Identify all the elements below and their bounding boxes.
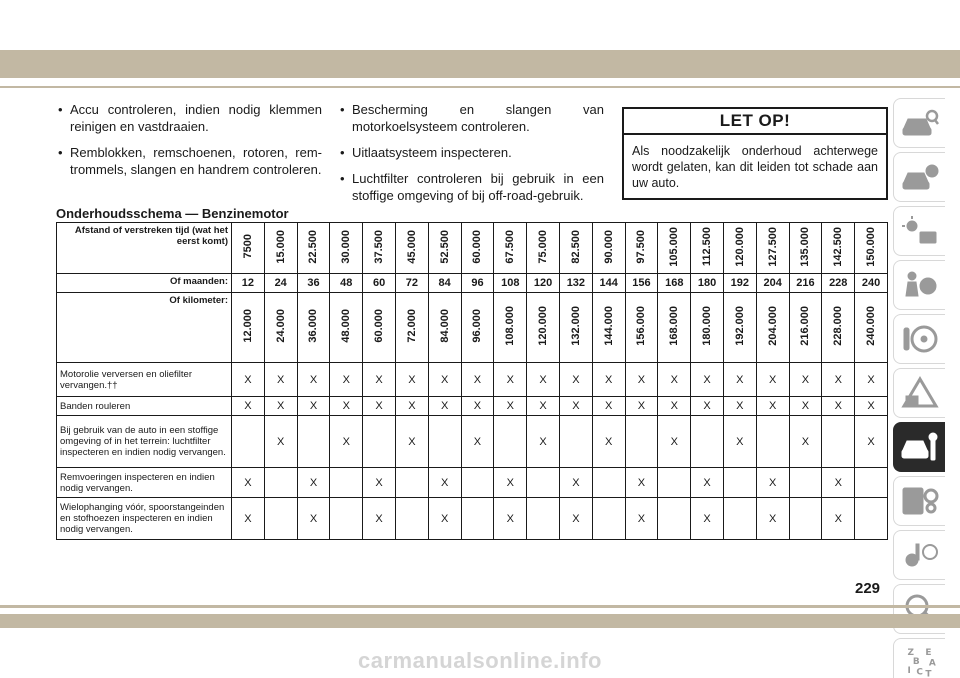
airbag-tab[interactable]: [893, 260, 945, 310]
index-letter: I: [906, 665, 911, 676]
notice-title: LET OP!: [624, 109, 886, 135]
distance-cell: [658, 223, 691, 274]
months-cell: 36: [297, 274, 330, 293]
distance-value: 97.500: [635, 229, 648, 264]
months-cell: 156: [625, 274, 658, 293]
task-mark: X: [592, 416, 625, 468]
task-mark: X: [363, 397, 396, 416]
kilometer-cell: [625, 293, 658, 363]
months-cell: 96: [461, 274, 494, 293]
car-wrench-tab[interactable]: [893, 422, 945, 472]
bullet-item: • Bescherming en slangen van motorkoelsysteem controleren.: [338, 101, 604, 135]
task-mark: X: [855, 397, 888, 416]
kilometer-value: 132.000: [569, 306, 582, 346]
task-mark: X: [559, 363, 592, 397]
kilometer-cell: [330, 293, 363, 363]
task-mark: X: [297, 498, 330, 540]
kilometer-cell: [297, 293, 330, 363]
task-mark: X: [691, 498, 724, 540]
kilometer-cell: [363, 293, 396, 363]
car-search-tab[interactable]: [893, 98, 945, 148]
task-mark: X: [756, 363, 789, 397]
task-mark: X: [789, 363, 822, 397]
distance-value: 60.000: [471, 229, 484, 264]
table-row: [57, 468, 888, 498]
bullet-item: • Luchtfilter controleren bij gebruik in een stoffige omgeving of bij off-road-gebruik.: [338, 170, 604, 204]
task-mark: [461, 468, 494, 498]
task-mark: X: [363, 468, 396, 498]
bullet-item: • Uitlaatsysteem inspecteren.: [338, 144, 604, 161]
task-mark: X: [461, 363, 494, 397]
multimedia-tab[interactable]: [893, 530, 945, 580]
kilometer-value: 228.000: [832, 306, 845, 346]
table-row: [57, 498, 888, 540]
distance-cell: [494, 223, 527, 274]
distance-cell: [232, 223, 265, 274]
distance-cell: [822, 223, 855, 274]
task-mark: X: [395, 397, 428, 416]
distance-value: 7500: [241, 234, 254, 259]
task-mark: X: [232, 468, 265, 498]
bullets-column-1: [56, 101, 322, 187]
task-mark: X: [232, 397, 265, 416]
task-mark: X: [527, 397, 560, 416]
task-mark: X: [395, 363, 428, 397]
distance-cell: [855, 223, 888, 274]
task-label: Banden rouleren: [57, 397, 232, 416]
task-mark: [461, 498, 494, 540]
task-mark: X: [789, 397, 822, 416]
months-cell: 108: [494, 274, 527, 293]
top-divider: [0, 86, 960, 88]
task-mark: [297, 416, 330, 468]
task-mark: X: [723, 416, 756, 468]
task-mark: [330, 498, 363, 540]
maintenance-schedule-table: [56, 222, 888, 540]
distance-cell: [756, 223, 789, 274]
distance-cell: [395, 223, 428, 274]
top-band: [0, 50, 960, 78]
steering-wheel-icon: [900, 322, 940, 356]
kilometer-value: 240.000: [865, 306, 878, 346]
kilometer-value: 216.000: [799, 306, 812, 346]
task-mark: X: [723, 397, 756, 416]
index-letter: Z: [906, 647, 914, 658]
task-mark: [232, 416, 265, 468]
task-mark: [592, 468, 625, 498]
months-cell: 120: [527, 274, 560, 293]
distance-cell: [789, 223, 822, 274]
kilometer-value: 60.000: [373, 309, 386, 343]
kilometer-value: 180.000: [701, 306, 714, 346]
kilometer-value: 204.000: [766, 306, 779, 346]
task-mark: X: [789, 416, 822, 468]
steering-wheel-tab[interactable]: [893, 314, 945, 364]
task-mark: X: [395, 416, 428, 468]
task-mark: [822, 416, 855, 468]
task-label: Remvoeringen inspecteren en indien nodig vervangen.: [57, 468, 232, 498]
distance-value: 15.000: [274, 229, 287, 264]
task-mark: X: [691, 468, 724, 498]
kilometer-value: 48.000: [340, 309, 353, 343]
kilometer-cell: [527, 293, 560, 363]
task-mark: X: [264, 397, 297, 416]
kilometer-cell: [559, 293, 592, 363]
months-cell: 144: [592, 274, 625, 293]
kilometer-value: 168.000: [668, 306, 681, 346]
months-cell: 72: [395, 274, 428, 293]
kilometer-value: 144.000: [602, 306, 615, 346]
task-mark: X: [428, 468, 461, 498]
task-mark: [264, 498, 297, 540]
road-warning-icon: [900, 376, 940, 410]
task-mark: X: [592, 363, 625, 397]
task-mark: X: [756, 468, 789, 498]
task-mark: [723, 468, 756, 498]
distance-cell: [297, 223, 330, 274]
task-mark: X: [363, 498, 396, 540]
road-warning-tab[interactable]: [893, 368, 945, 418]
task-mark: X: [756, 498, 789, 540]
distance-value: 142.500: [832, 226, 845, 267]
distance-value: 75.000: [537, 229, 550, 264]
task-mark: [658, 468, 691, 498]
task-mark: X: [494, 468, 527, 498]
kilometer-cell: [428, 293, 461, 363]
task-mark: X: [625, 397, 658, 416]
kilometer-cell: [658, 293, 691, 363]
task-mark: X: [232, 363, 265, 397]
distance-value: 82.500: [569, 229, 582, 264]
distance-cell: [559, 223, 592, 274]
distance-value: 150.000: [865, 226, 878, 267]
task-mark: X: [330, 397, 363, 416]
months-cell: 12: [232, 274, 265, 293]
task-mark: [330, 468, 363, 498]
task-mark: [723, 498, 756, 540]
distance-value: 37.500: [373, 229, 386, 264]
distance-cell: [428, 223, 461, 274]
task-mark: X: [527, 416, 560, 468]
task-mark: X: [691, 363, 724, 397]
kilometer-cell: [494, 293, 527, 363]
task-mark: X: [297, 363, 330, 397]
table-row: [57, 363, 888, 397]
car-warning-tab[interactable]: [893, 152, 945, 202]
task-mark: X: [363, 363, 396, 397]
task-label: Bij gebruik van de auto in een stoffige omgeving of in het terrein: luchtfilter inspecteren en indien nodig vervangen.: [57, 416, 232, 468]
kilometer-cell: [855, 293, 888, 363]
distance-cell: [592, 223, 625, 274]
months-cell: 60: [363, 274, 396, 293]
task-mark: X: [822, 363, 855, 397]
task-mark: X: [428, 363, 461, 397]
kilometer-value: 12.000: [241, 309, 254, 343]
task-mark: X: [625, 498, 658, 540]
task-mark: X: [559, 397, 592, 416]
task-mark: [264, 468, 297, 498]
table-row: [57, 397, 888, 416]
task-mark: [494, 416, 527, 468]
task-mark: X: [822, 397, 855, 416]
task-mark: [789, 498, 822, 540]
task-mark: X: [330, 363, 363, 397]
task-mark: [559, 416, 592, 468]
months-row: [57, 274, 888, 293]
distance-cell: [264, 223, 297, 274]
dashboard-lights-icon: [900, 214, 940, 248]
task-mark: X: [297, 468, 330, 498]
task-mark: X: [494, 397, 527, 416]
dashboard-lights-tab[interactable]: [893, 206, 945, 256]
task-mark: X: [822, 468, 855, 498]
kilometer-value: 72.000: [405, 309, 418, 343]
index-letter: A: [928, 658, 936, 669]
task-mark: [658, 498, 691, 540]
kilometer-cell: [789, 293, 822, 363]
distance-cell: [527, 223, 560, 274]
watermark: carmanualsonline.info: [358, 648, 602, 673]
months-label: Of maanden:: [57, 274, 232, 293]
kilometer-cell: [264, 293, 297, 363]
distance-cell: [461, 223, 494, 274]
specifications-tab[interactable]: [893, 476, 945, 526]
task-mark: X: [592, 397, 625, 416]
task-mark: [691, 416, 724, 468]
notice-box: [622, 107, 888, 200]
task-mark: X: [330, 416, 363, 468]
distance-header-row: [57, 223, 888, 274]
distance-value: 30.000: [340, 229, 353, 264]
task-mark: [395, 498, 428, 540]
index-letter: T: [924, 669, 931, 678]
task-mark: X: [264, 363, 297, 397]
kilometer-value: 120.000: [537, 306, 550, 346]
months-cell: 192: [723, 274, 756, 293]
bullets-column-2: [338, 101, 604, 213]
task-mark: X: [527, 363, 560, 397]
distance-value: 105.000: [668, 226, 681, 267]
distance-cell: [363, 223, 396, 274]
task-mark: [363, 416, 396, 468]
distance-value: 67.500: [504, 229, 517, 264]
months-cell: 228: [822, 274, 855, 293]
distance-value: 45.000: [405, 229, 418, 264]
months-cell: 240: [855, 274, 888, 293]
distance-value: 127.500: [766, 226, 779, 267]
task-mark: [527, 498, 560, 540]
kilometer-value: 156.000: [635, 306, 648, 346]
task-mark: X: [264, 416, 297, 468]
table-row: [57, 416, 888, 468]
task-label: Motorolie verversen en oliefilter vervangen.††: [57, 363, 232, 397]
task-mark: [527, 468, 560, 498]
kilometer-cell: [723, 293, 756, 363]
kilometer-cell: [822, 293, 855, 363]
task-mark: X: [461, 416, 494, 468]
distance-value: 112.500: [701, 226, 714, 267]
task-mark: X: [428, 498, 461, 540]
months-cell: 48: [330, 274, 363, 293]
kilometer-cell: [395, 293, 428, 363]
page-number: 229: [855, 580, 881, 597]
task-mark: X: [559, 468, 592, 498]
car-search-icon: [900, 106, 940, 140]
task-mark: X: [625, 363, 658, 397]
task-mark: [428, 416, 461, 468]
distance-value: 22.500: [307, 229, 320, 264]
months-cell: 84: [428, 274, 461, 293]
car-wrench-icon: [900, 430, 940, 464]
distance-cell: [330, 223, 363, 274]
kilometer-cell: [592, 293, 625, 363]
schedule-title: Onderhoudsschema — Benzinemotor: [56, 206, 289, 221]
months-cell: 204: [756, 274, 789, 293]
task-mark: X: [756, 397, 789, 416]
months-cell: 180: [691, 274, 724, 293]
task-mark: X: [723, 363, 756, 397]
kilometer-value: 36.000: [307, 309, 320, 343]
task-mark: [395, 468, 428, 498]
task-mark: X: [855, 416, 888, 468]
kilometer-value: 24.000: [274, 309, 287, 343]
task-mark: X: [428, 397, 461, 416]
months-cell: 168: [658, 274, 691, 293]
task-mark: X: [691, 397, 724, 416]
bullet-item: • Accu controleren, indien nodig klemmen reinigen en vastdraaien.: [56, 101, 322, 135]
notice-text: Als noodzakelijk onderhoud achterwege wordt gelaten, kan dit leiden tot schade aan uw auto.: [632, 144, 878, 190]
distance-cell: [723, 223, 756, 274]
kilometer-row: [57, 293, 888, 363]
index-letter: C: [915, 667, 923, 678]
distance-value: 135.000: [799, 226, 812, 267]
kilometer-cell: [232, 293, 265, 363]
kilometer-cell: [461, 293, 494, 363]
months-cell: 24: [264, 274, 297, 293]
task-mark: [855, 468, 888, 498]
task-mark: X: [232, 498, 265, 540]
distance-value: 120.000: [733, 226, 746, 267]
distance-cell: [625, 223, 658, 274]
months-cell: 132: [559, 274, 592, 293]
task-mark: X: [658, 363, 691, 397]
bottom-divider: [0, 605, 960, 608]
task-mark: [855, 498, 888, 540]
task-mark: X: [494, 363, 527, 397]
kilometer-value: 84.000: [438, 309, 451, 343]
months-cell: 216: [789, 274, 822, 293]
distance-value: 90.000: [602, 229, 615, 264]
chapter-tabs: [893, 98, 945, 678]
kilometer-cell: [756, 293, 789, 363]
task-mark: X: [855, 363, 888, 397]
specifications-icon: [900, 484, 940, 518]
car-warning-icon: [900, 160, 940, 194]
task-mark: X: [559, 498, 592, 540]
kilometer-cell: [691, 293, 724, 363]
task-mark: X: [297, 397, 330, 416]
index-letter: B: [912, 656, 920, 667]
task-mark: X: [494, 498, 527, 540]
multimedia-icon: [900, 538, 940, 572]
task-mark: [756, 416, 789, 468]
task-mark: X: [822, 498, 855, 540]
task-mark: [592, 498, 625, 540]
distance-value: 52.500: [438, 229, 451, 264]
task-label: Wielophanging vóór, spoorstangeinden en stofhoezen inspecteren en indien nodig vervangen.: [57, 498, 232, 540]
kilometer-label: Of kilometer:: [57, 293, 232, 363]
kilometer-value: 96.000: [471, 309, 484, 343]
task-mark: [789, 468, 822, 498]
task-mark: X: [461, 397, 494, 416]
task-mark: X: [625, 468, 658, 498]
task-mark: X: [658, 416, 691, 468]
task-mark: [625, 416, 658, 468]
distance-label: Afstand of verstreken tijd (wat het eerst komt): [57, 223, 232, 274]
airbag-icon: [900, 268, 940, 302]
bottom-band: [0, 614, 960, 628]
kilometer-value: 108.000: [504, 306, 517, 346]
kilometer-value: 192.000: [733, 306, 746, 346]
bullet-item: • Remblokken, remschoenen, rotoren, remtrommels, slangen en handrem controleren.: [56, 144, 322, 178]
distance-cell: [691, 223, 724, 274]
task-mark: X: [658, 397, 691, 416]
index-letter: E: [924, 647, 931, 658]
